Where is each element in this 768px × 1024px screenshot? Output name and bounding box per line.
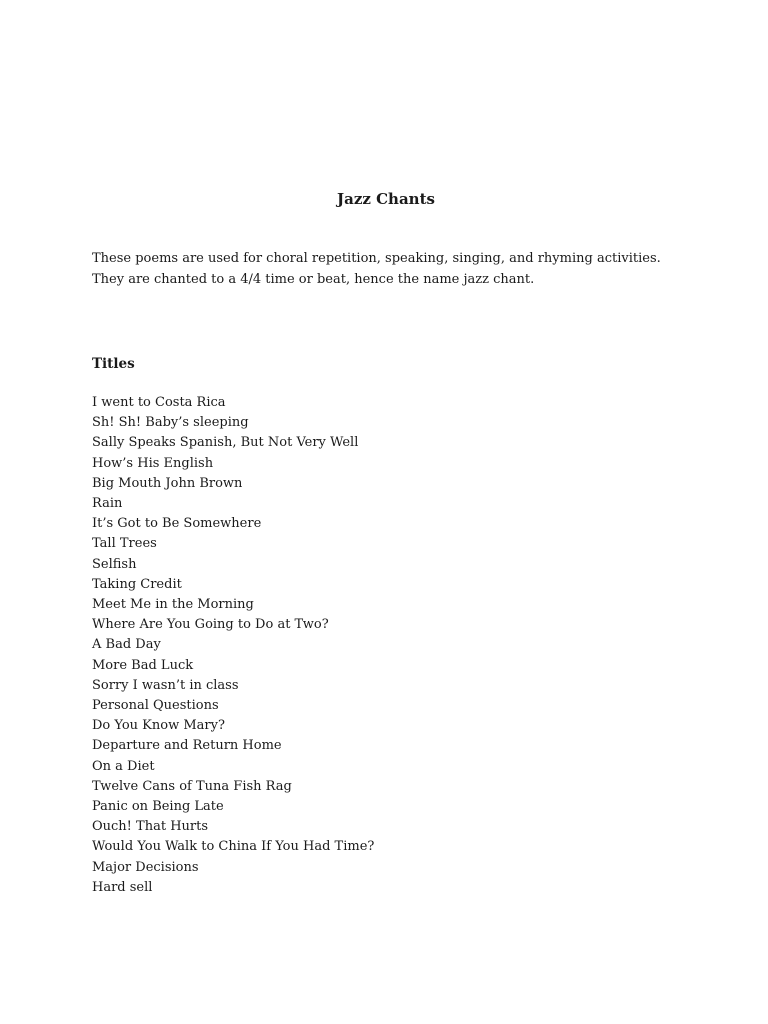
list-item: Would You Walk to China If You Had Time?: [92, 839, 375, 855]
list-item: Sh! Sh! Baby’s sleeping: [92, 415, 249, 431]
list-item: Big Mouth John Brown: [92, 475, 243, 491]
list-item: Sally Speaks Spanish, But Not Very Well: [92, 435, 359, 451]
page-title: Jazz Chants: [337, 190, 435, 208]
list-item: Selfish: [92, 556, 137, 572]
list-item: Where Are You Going to Do at Two?: [92, 617, 329, 633]
list-item: Twelve Cans of Tuna Fish Rag: [92, 778, 292, 794]
intro-paragraph: These poems are used for choral repetition, speaking, singing, and rhyming activities. They are chanted to a 4/4 time or beat, hence the name jazz chant.: [92, 251, 661, 287]
list-item: How’s His English: [92, 455, 214, 471]
list-item: Personal Questions: [92, 698, 219, 714]
list-item: Rain: [92, 496, 123, 512]
list-item: Do You Know Mary?: [92, 718, 225, 734]
list-item: Taking Credit: [92, 576, 182, 592]
list-item: A Bad Day: [92, 637, 161, 653]
titles-heading: Titles: [92, 356, 135, 372]
list-item: It’s Got to Be Somewhere: [92, 516, 262, 532]
list-item: Meet Me in the Morning: [92, 597, 254, 613]
list-item: Hard sell: [92, 879, 153, 895]
list-item: Panic on Being Late: [92, 799, 224, 815]
list-item: Departure and Return Home: [92, 738, 282, 754]
list-item: More Bad Luck: [92, 657, 194, 673]
list-item: Tall Trees: [92, 536, 157, 552]
titles-list: [92, 393, 374, 898]
list-item: I went to Costa Rica: [92, 395, 226, 410]
list-item: On a Diet: [92, 758, 155, 774]
list-item: Major Decisions: [92, 859, 199, 875]
list-item: Ouch! That Hurts: [92, 819, 209, 835]
list-item: Sorry I wasn’t in class: [92, 677, 239, 693]
